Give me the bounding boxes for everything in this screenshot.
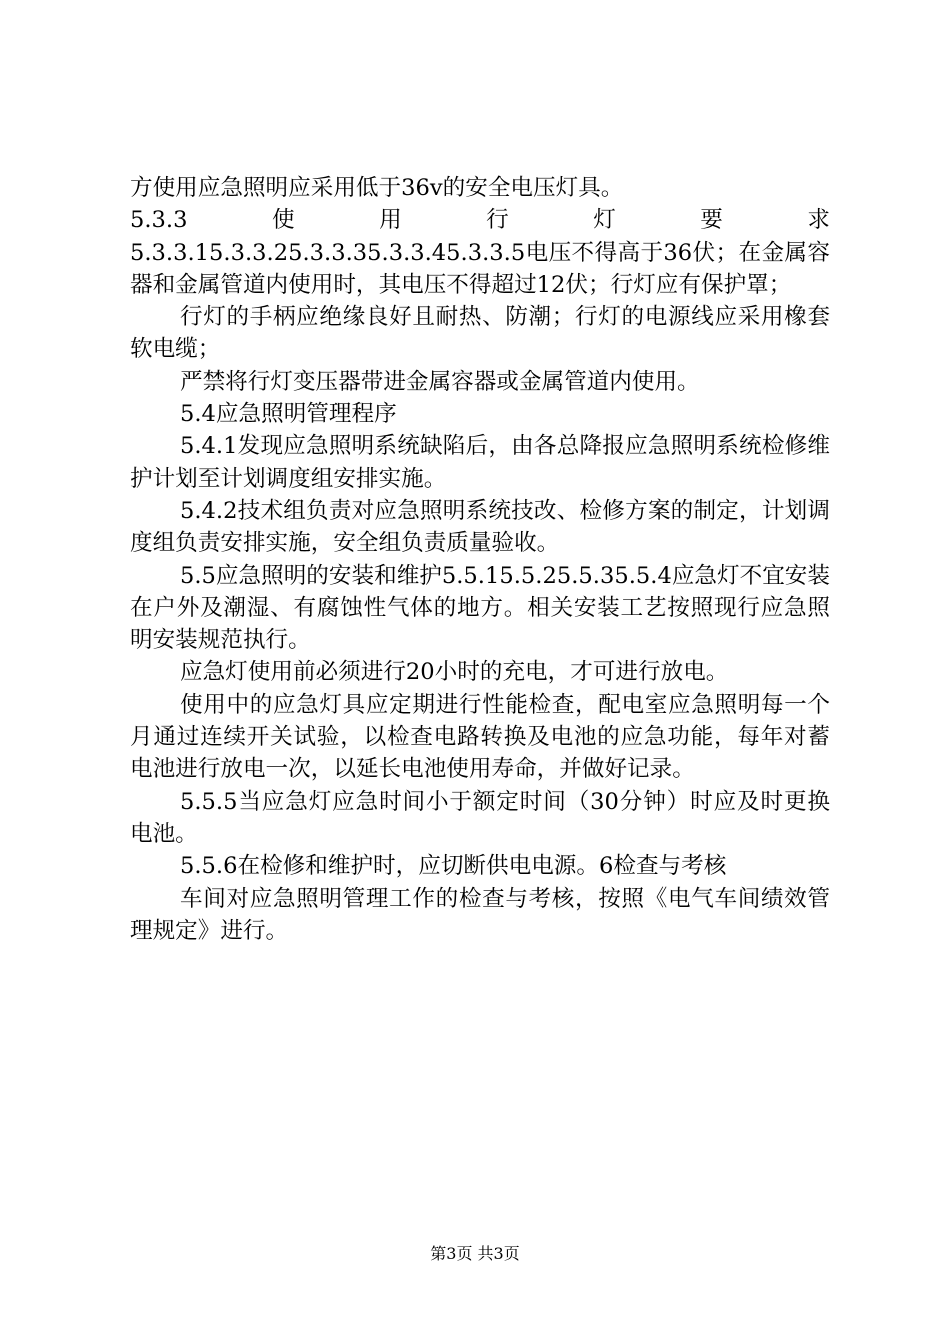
paragraph-5-5-6: 5.5.6在检修和维护时，应切断供电电源。6检查与考核 xyxy=(180,853,727,880)
section-heading-5-3-3 xyxy=(130,204,830,236)
paragraph-voltage-limits: 5.3.3.15.3.3.25.3.3.35.3.3.45.3.3.5电压不得高于36伏；在金属容器和金属管道内使用时，其电压不得超过12伏；行灯应有保护罩； xyxy=(130,239,830,298)
paragraph-assessment: 车间对应急照明管理工作的检查与考核，按照《电气车间绩效管理规定》进行。 xyxy=(130,885,830,944)
paragraph-5-5-5: 5.5.5当应急灯应急时间小于额定时间（30分钟）时应及时更换电池。 xyxy=(130,788,830,847)
page-footer: 第3页 共3页 xyxy=(430,1244,520,1263)
heading-word: 使 xyxy=(271,207,295,234)
section-heading-5-4: 5.4应急照明管理程序 xyxy=(180,401,397,428)
heading-word: 5.3.3 xyxy=(130,207,188,234)
paragraph-handle-cable: 行灯的手柄应绝缘良好且耐热、防潮；行灯的电源线应采用橡套软电缆； xyxy=(130,304,830,363)
paragraph-5-4-2: 5.4.2技术组负责对应急照明系统技改、检修方案的制定，计划调度组负责安排实施，安全组负责质量验收。 xyxy=(130,497,830,557)
paragraph-safety-voltage: 方使用应急照明应采用低于36v的安全电压灯具。 xyxy=(130,175,624,201)
paragraph-inspection: 使用中的应急灯具应定期进行性能检查，配电室应急照明每一个月通过连续开关试验，以检查电路转换及电池的应急功能，每年对蓄电池进行放电一次，以延长电池使用寿命，并做好记录。 xyxy=(130,691,830,783)
heading-word: 要 xyxy=(700,207,723,234)
heading-word: 用 xyxy=(379,207,402,234)
heading-word: 求 xyxy=(807,207,830,234)
paragraph-5-4-1: 5.4.1发现应急照明系统缺陷后，由各总降报应急照明系统检修维护计划至计划调度组安排实施。 xyxy=(130,433,830,492)
heading-word: 行 xyxy=(486,207,509,234)
paragraph-transformer-ban: 严禁将行灯变压器带进金属容器或金属管道内使用。 xyxy=(180,368,700,395)
document-body xyxy=(130,172,830,947)
paragraph-5-5: 5.5应急照明的安装和维护5.5.15.5.25.5.35.5.4应急灯不宜安装在户外及潮湿、有腐蚀性气体的地方。相关安装工艺按照现行应急照明安装规范执行。 xyxy=(130,562,830,654)
paragraph-charging: 应急灯使用前必须进行20小时的充电，才可进行放电。 xyxy=(180,659,729,686)
heading-word: 灯 xyxy=(593,207,616,234)
